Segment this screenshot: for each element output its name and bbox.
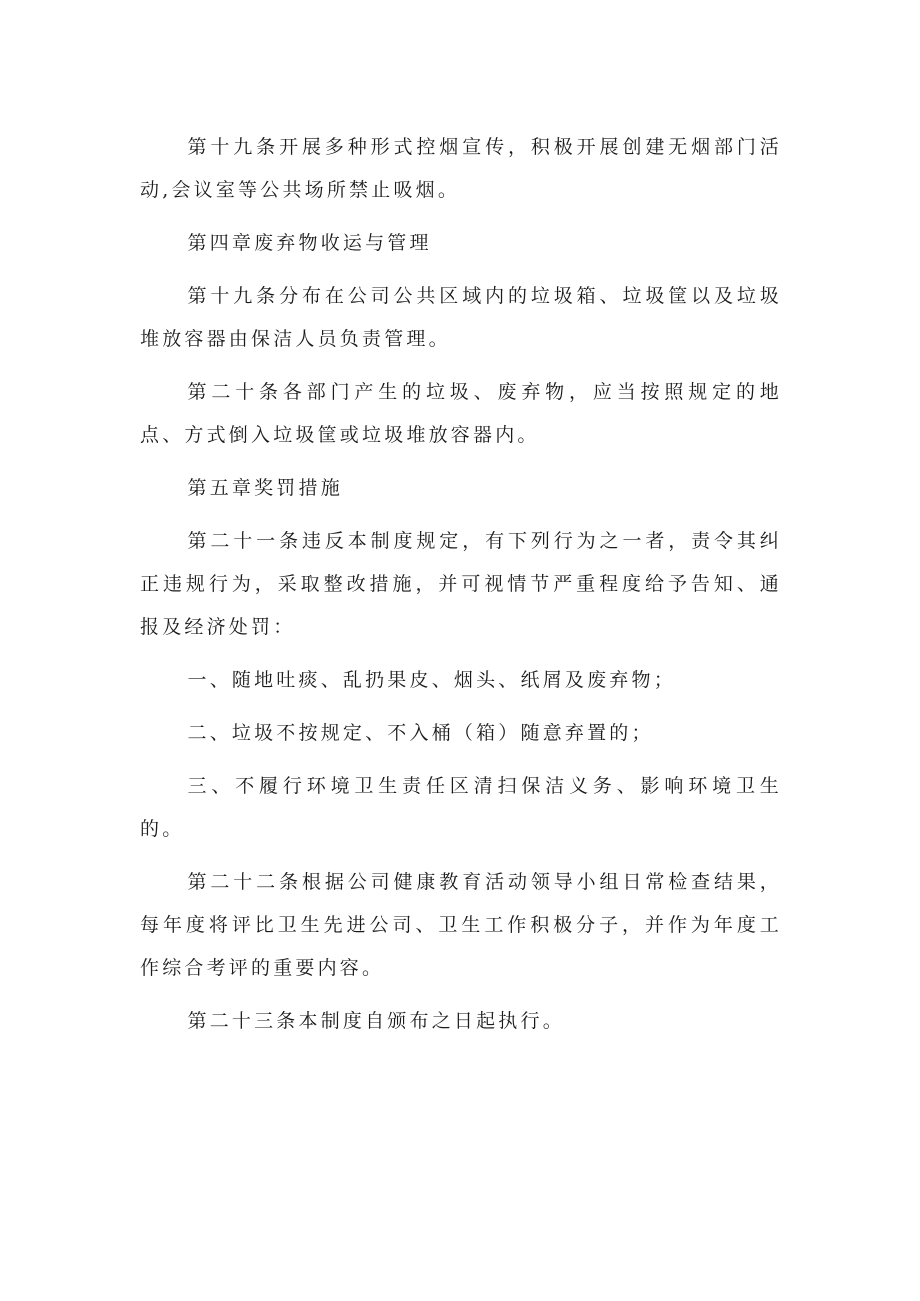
violation-item-1: 一、随地吐痰、乱扔果皮、烟头、纸屑及废弃物； (187, 669, 676, 691)
article-19-waste-containers: 第十九条分布在公司公共区域内的垃圾箱、垃圾筐以及垃圾堆放容器由保洁人员负责管理。 (140, 285, 782, 350)
chapter-5-heading: 第五章奖罚措施 (187, 477, 343, 499)
article-22-evaluation: 第二十二条根据公司健康教育活动领导小组日常检查结果，每年度将评比卫生先进公司、卫生工作积极分子，并作为年度工作综合考评的重要内容。 (140, 871, 782, 979)
violation-item-2: 二、垃圾不按规定、不入桶（箱）随意弃置的； (187, 722, 654, 744)
violation-item-3: 三、不履行环境卫生责任区清扫保洁义务、影响环境卫生的。 (140, 775, 782, 840)
article-19-smoking-control: 第十九条开展多种形式控烟宣传，积极开展创建无烟部门活动,会议室等公共场所禁止吸烟。 (140, 136, 782, 201)
article-20-waste-disposal: 第二十条各部门产生的垃圾、废弃物，应当按照规定的地点、方式倒入垃圾筐或垃圾堆放容器内。 (140, 381, 782, 446)
article-21-violations: 第二十一条违反本制度规定，有下列行为之一者，责令其纠正违规行为，采取整改措施，并可视情节严重程度给予告知、通报及经济处罚： (140, 530, 782, 638)
chapter-4-heading: 第四章废弃物收运与管理 (187, 232, 432, 254)
article-23-effective-date: 第二十三条本制度自颁布之日起执行。 (187, 1010, 565, 1032)
document-body (140, 126, 782, 1053)
